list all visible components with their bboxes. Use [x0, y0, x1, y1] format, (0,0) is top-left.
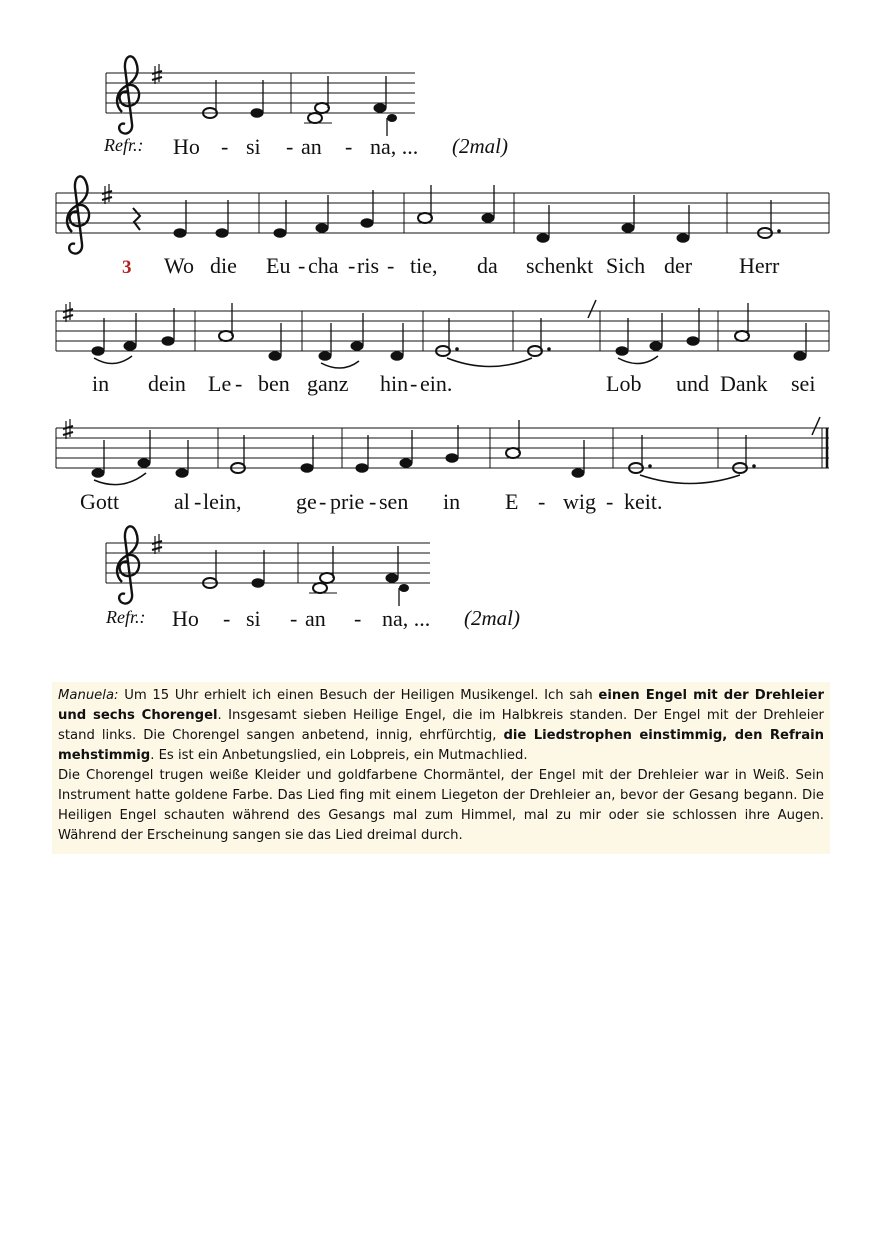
lyric-syllable: na, ... [382, 606, 431, 631]
lyric-hyphen: - [387, 253, 395, 278]
lyric-syllable: prie [330, 489, 365, 514]
lyric-syllable: keit. [624, 489, 663, 514]
lyric-syllable: tie, [410, 253, 438, 278]
report-text: Um 15 Uhr erhielt ich einen Besuch der Heiligen Musikengel. Ich sah [118, 688, 599, 703]
lyric-syllable: sei [791, 371, 816, 396]
lyric-syllable: lein, [203, 489, 242, 514]
repeat-mark: (2mal) [464, 606, 520, 630]
lyric-hyphen: - [410, 371, 418, 396]
lyric-hyphen: - [286, 134, 294, 159]
lyric-syllable: cha [308, 253, 339, 278]
refrain-label: Refr.: [106, 607, 146, 627]
repeat-mark: (2mal) [452, 134, 508, 158]
treble-clef-icon [117, 56, 139, 133]
refrain-label: Refr.: [104, 135, 144, 155]
lyric-syllable: in [92, 371, 110, 396]
lyric-hyphen: - [298, 253, 306, 278]
lyric-syllable: Le [208, 371, 232, 396]
lyric-hyphen: - [194, 489, 202, 514]
report-text: . Es ist ein Anbetungslied, ein Lobpreis, ein Mutmachlied. [150, 748, 528, 763]
lyric-syllable: und [676, 371, 709, 396]
refrain-top-notes [203, 76, 397, 136]
lyric-hyphen: - [538, 489, 546, 514]
lyric-syllable: E [505, 489, 519, 514]
lyric-hyphen: - [369, 489, 377, 514]
lyric-hyphen: - [354, 606, 362, 631]
report-paragraph-2: Die Chorengel trugen weiße Kleider und goldfarbene Chormäntel, der Engel mit der Drehleier war in Weiß. Sein Instrument hatte goldene Farbe. Das Lied fing mit einem Liegeton der Drehleier an, bevor der Gesang begann. Die Heiligen Engel schauten während des Gesangs mal zum Himmel, mal zu mir oder sie schlossen ihre Augen. Während der Erscheinung sangen sie das Lied dreimal durch. [58, 768, 824, 843]
lyric-syllable: na, ... [370, 134, 419, 159]
report-paragraph-1 [58, 686, 824, 766]
report-emphasis: die Liedstrophen einstimmig, den Refrain mehstimmig [58, 728, 824, 763]
lyric-syllable: sen [379, 489, 409, 514]
stanza-staff-2 [56, 311, 829, 351]
lyric-syllable: si [246, 134, 261, 159]
lyric-syllable: hin [380, 371, 409, 396]
lyric-hyphen: - [319, 489, 327, 514]
lyric-hyphen: - [235, 371, 243, 396]
lyric-syllable: Wo [164, 253, 195, 278]
sharp-icon [152, 64, 162, 84]
lyric-syllable: ris [357, 253, 379, 278]
lyric-hyphen: - [348, 253, 356, 278]
stanza-staff-3 [56, 428, 829, 468]
lyric-syllable: Ho [172, 606, 199, 631]
lyric-syllable: Dank [720, 371, 768, 396]
report-text: . Insgesamt sieben Heilige Engel, die im Halbkreis standen. Der Engel mit der Drehleier stand links. Die Chorengel sangen anbetend, innig, ehrfürchtig, [58, 708, 824, 743]
lyric-hyphen: - [606, 489, 614, 514]
speaker-name: Manuela: [58, 688, 119, 703]
lyric-syllable: Sich [606, 253, 646, 278]
lyric-syllable: ge [296, 489, 317, 514]
lyric-syllable: Gott [80, 489, 120, 514]
lyric-syllable: die [210, 253, 237, 278]
lyric-syllable: an [301, 134, 322, 159]
lyric-hyphen: - [345, 134, 353, 159]
lyric-syllable: Herr [739, 253, 780, 278]
lyric-syllable: der [664, 253, 693, 278]
lyric-syllable: ganz [307, 371, 349, 396]
lyric-syllable: in [443, 489, 461, 514]
stanza-number: 3 [122, 257, 132, 278]
lyric-syllable: si [246, 606, 261, 631]
lyric-syllable: al [174, 489, 190, 514]
lyric-hyphen: - [221, 134, 229, 159]
lyric-syllable: Lob [606, 371, 642, 396]
lyric-syllable: da [477, 253, 498, 278]
lyric-syllable: Eu [266, 253, 291, 278]
lyric-syllable: dein [148, 371, 186, 396]
lyric-hyphen: - [223, 606, 231, 631]
lyric-syllable: wig [563, 489, 596, 514]
apparition-report [52, 682, 830, 854]
stanza-notes-2 [92, 300, 807, 368]
refrain-bottom-notes [203, 546, 409, 606]
stanza-staff-1 [56, 193, 829, 233]
stanza-notes-1 [133, 185, 781, 243]
report-emphasis: einen Engel mit der Drehleier und sechs Chorengel [58, 688, 824, 723]
lyric-syllable: ben [258, 371, 290, 396]
stanza-notes-3 [92, 417, 821, 485]
lyric-syllable: ein. [420, 371, 453, 396]
lyric-hyphen: - [290, 606, 298, 631]
lyric-syllable: Ho [173, 134, 200, 159]
lyric-syllable: schenkt [526, 253, 594, 278]
lyric-syllable: an [305, 606, 326, 631]
